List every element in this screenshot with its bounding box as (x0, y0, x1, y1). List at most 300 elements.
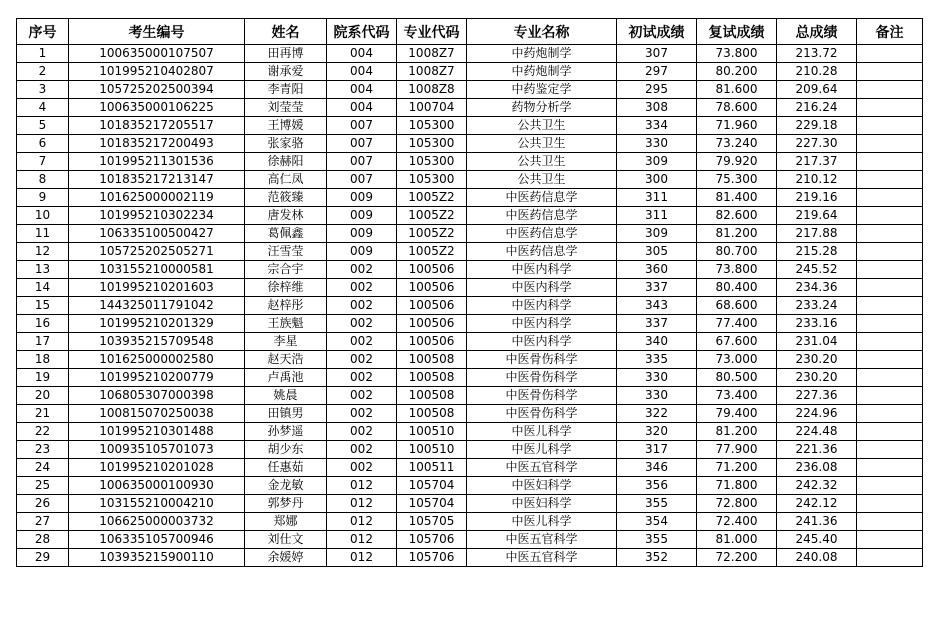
table-row (17, 189, 923, 207)
total-score-cell: 231.04 (777, 333, 857, 351)
exam-id-cell: 101835217200493 (69, 135, 245, 153)
retest-score-cell: 73.000 (697, 351, 777, 369)
retest-score-cell: 75.300 (697, 171, 777, 189)
total-score-cell: 233.16 (777, 315, 857, 333)
header-cell-major-code: 专业代码 (397, 19, 467, 45)
remark-cell (857, 225, 923, 243)
seq-cell: 4 (17, 99, 69, 117)
initial-score-cell: 309 (617, 225, 697, 243)
remark-cell (857, 261, 923, 279)
name-cell: 胡少东 (245, 441, 327, 459)
major-code-cell: 100508 (397, 405, 467, 423)
major-name-cell: 中药炮制学 (467, 45, 617, 63)
total-score-cell: 240.08 (777, 549, 857, 567)
table-row (17, 459, 923, 477)
seq-cell: 12 (17, 243, 69, 261)
seq-cell: 18 (17, 351, 69, 369)
major-code-cell: 100508 (397, 387, 467, 405)
total-score-cell: 227.30 (777, 135, 857, 153)
total-score-cell: 217.88 (777, 225, 857, 243)
seq-cell: 27 (17, 513, 69, 531)
name-cell: 郑娜 (245, 513, 327, 531)
seq-cell: 23 (17, 441, 69, 459)
major-code-cell: 100704 (397, 99, 467, 117)
retest-score-cell: 73.400 (697, 387, 777, 405)
exam-id-cell: 100635000106225 (69, 99, 245, 117)
name-cell: 汪雪莹 (245, 243, 327, 261)
initial-score-cell: 356 (617, 477, 697, 495)
total-score-cell: 224.96 (777, 405, 857, 423)
seq-cell: 10 (17, 207, 69, 225)
initial-score-cell: 330 (617, 387, 697, 405)
retest-score-cell: 72.400 (697, 513, 777, 531)
major-name-cell: 药物分析学 (467, 99, 617, 117)
retest-score-cell: 82.600 (697, 207, 777, 225)
seq-cell: 11 (17, 225, 69, 243)
remark-cell (857, 333, 923, 351)
retest-score-cell: 79.920 (697, 153, 777, 171)
total-score-cell: 215.28 (777, 243, 857, 261)
major-code-cell: 100511 (397, 459, 467, 477)
major-code-cell: 105300 (397, 153, 467, 171)
major-name-cell: 中医药信息学 (467, 189, 617, 207)
initial-score-cell: 308 (617, 99, 697, 117)
total-score-cell: 241.36 (777, 513, 857, 531)
dept-code-cell: 012 (327, 549, 397, 567)
header-cell-initial-score: 初试成绩 (617, 19, 697, 45)
initial-score-cell: 337 (617, 315, 697, 333)
name-cell: 余媛婷 (245, 549, 327, 567)
major-name-cell: 中医五官科学 (467, 531, 617, 549)
dept-code-cell: 009 (327, 243, 397, 261)
dept-code-cell: 012 (327, 513, 397, 531)
dept-code-cell: 002 (327, 297, 397, 315)
major-code-cell: 100506 (397, 315, 467, 333)
dept-code-cell: 002 (327, 351, 397, 369)
dept-code-cell: 009 (327, 207, 397, 225)
initial-score-cell: 352 (617, 549, 697, 567)
total-score-cell: 219.16 (777, 189, 857, 207)
table-row (17, 549, 923, 567)
remark-cell (857, 531, 923, 549)
header-cell-seq: 序号 (17, 19, 69, 45)
seq-cell: 14 (17, 279, 69, 297)
seq-cell: 9 (17, 189, 69, 207)
remark-cell (857, 99, 923, 117)
retest-score-cell: 77.900 (697, 441, 777, 459)
name-cell: 李青阳 (245, 81, 327, 99)
initial-score-cell: 317 (617, 441, 697, 459)
table-row (17, 279, 923, 297)
retest-score-cell: 80.500 (697, 369, 777, 387)
major-name-cell: 中药鉴定学 (467, 81, 617, 99)
seq-cell: 17 (17, 333, 69, 351)
name-cell: 刘仕文 (245, 531, 327, 549)
exam-id-cell: 101835217205517 (69, 117, 245, 135)
remark-cell (857, 495, 923, 513)
major-name-cell: 中医妇科学 (467, 477, 617, 495)
exam-id-cell: 101995210200779 (69, 369, 245, 387)
major-name-cell: 中医儿科学 (467, 423, 617, 441)
table-row (17, 477, 923, 495)
table-row (17, 495, 923, 513)
major-code-cell: 100506 (397, 261, 467, 279)
total-score-cell: 242.12 (777, 495, 857, 513)
retest-score-cell: 77.400 (697, 315, 777, 333)
header-row (17, 19, 923, 45)
remark-cell (857, 351, 923, 369)
retest-score-cell: 72.800 (697, 495, 777, 513)
name-cell: 范筱臻 (245, 189, 327, 207)
remark-cell (857, 477, 923, 495)
exam-id-cell: 106335105700946 (69, 531, 245, 549)
retest-score-cell: 81.200 (697, 225, 777, 243)
major-name-cell: 中医五官科学 (467, 549, 617, 567)
name-cell: 徐赫阳 (245, 153, 327, 171)
table-row (17, 81, 923, 99)
exam-id-cell: 101835217213147 (69, 171, 245, 189)
exam-id-cell: 106625000003732 (69, 513, 245, 531)
name-cell: 孙梦遥 (245, 423, 327, 441)
retest-score-cell: 68.600 (697, 297, 777, 315)
remark-cell (857, 63, 923, 81)
total-score-cell: 242.32 (777, 477, 857, 495)
table-row (17, 405, 923, 423)
dept-code-cell: 004 (327, 45, 397, 63)
dept-code-cell: 007 (327, 117, 397, 135)
dept-code-cell: 002 (327, 369, 397, 387)
dept-code-cell: 002 (327, 441, 397, 459)
seq-cell: 21 (17, 405, 69, 423)
name-cell: 唐发林 (245, 207, 327, 225)
name-cell: 王族魁 (245, 315, 327, 333)
retest-score-cell: 71.960 (697, 117, 777, 135)
major-name-cell: 中医骨伤科学 (467, 369, 617, 387)
major-code-cell: 105706 (397, 549, 467, 567)
total-score-cell: 213.72 (777, 45, 857, 63)
major-name-cell: 中医药信息学 (467, 243, 617, 261)
header-cell-total-score: 总成绩 (777, 19, 857, 45)
table-row (17, 225, 923, 243)
dept-code-cell: 002 (327, 405, 397, 423)
table-row (17, 117, 923, 135)
remark-cell (857, 549, 923, 567)
exam-id-cell: 101995210201028 (69, 459, 245, 477)
dept-code-cell: 002 (327, 387, 397, 405)
major-name-cell: 中医药信息学 (467, 225, 617, 243)
seq-cell: 1 (17, 45, 69, 63)
dept-code-cell: 002 (327, 423, 397, 441)
major-name-cell: 中医骨伤科学 (467, 387, 617, 405)
name-cell: 王博媛 (245, 117, 327, 135)
table-row (17, 63, 923, 81)
exam-id-cell: 106335100500427 (69, 225, 245, 243)
initial-score-cell: 305 (617, 243, 697, 261)
remark-cell (857, 243, 923, 261)
exam-id-cell: 101995210201329 (69, 315, 245, 333)
major-code-cell: 100506 (397, 279, 467, 297)
total-score-cell: 210.28 (777, 63, 857, 81)
major-name-cell: 中药炮制学 (467, 63, 617, 81)
major-code-cell: 1005Z2 (397, 189, 467, 207)
retest-score-cell: 67.600 (697, 333, 777, 351)
major-code-cell: 100506 (397, 333, 467, 351)
exam-id-cell: 100635000100930 (69, 477, 245, 495)
table-row (17, 423, 923, 441)
major-code-cell: 1008Z7 (397, 63, 467, 81)
major-code-cell: 1008Z7 (397, 45, 467, 63)
total-score-cell: 236.08 (777, 459, 857, 477)
seq-cell: 6 (17, 135, 69, 153)
table-row (17, 207, 923, 225)
retest-score-cell: 81.400 (697, 189, 777, 207)
exam-id-cell: 105725202500394 (69, 81, 245, 99)
major-code-cell: 100508 (397, 369, 467, 387)
initial-score-cell: 334 (617, 117, 697, 135)
exam-id-cell: 103935215900110 (69, 549, 245, 567)
name-cell: 谢承爱 (245, 63, 327, 81)
seq-cell: 26 (17, 495, 69, 513)
exam-id-cell: 144325011791042 (69, 297, 245, 315)
name-cell: 田镇男 (245, 405, 327, 423)
major-name-cell: 中医五官科学 (467, 459, 617, 477)
dept-code-cell: 007 (327, 135, 397, 153)
major-code-cell: 1008Z8 (397, 81, 467, 99)
name-cell: 卢禹池 (245, 369, 327, 387)
retest-score-cell: 71.200 (697, 459, 777, 477)
dept-code-cell: 002 (327, 261, 397, 279)
major-code-cell: 1005Z2 (397, 243, 467, 261)
initial-score-cell: 307 (617, 45, 697, 63)
dept-code-cell: 012 (327, 477, 397, 495)
major-code-cell: 105300 (397, 135, 467, 153)
header-cell-retest-score: 复试成绩 (697, 19, 777, 45)
major-name-cell: 中医骨伤科学 (467, 405, 617, 423)
table-row (17, 153, 923, 171)
major-code-cell: 100508 (397, 351, 467, 369)
exam-id-cell: 101995210402807 (69, 63, 245, 81)
table-row (17, 135, 923, 153)
table-row (17, 261, 923, 279)
remark-cell (857, 369, 923, 387)
initial-score-cell: 335 (617, 351, 697, 369)
initial-score-cell: 340 (617, 333, 697, 351)
initial-score-cell: 309 (617, 153, 697, 171)
initial-score-cell: 295 (617, 81, 697, 99)
seq-cell: 16 (17, 315, 69, 333)
retest-score-cell: 71.800 (697, 477, 777, 495)
name-cell: 李星 (245, 333, 327, 351)
major-name-cell: 中医骨伤科学 (467, 351, 617, 369)
table-row (17, 243, 923, 261)
initial-score-cell: 355 (617, 495, 697, 513)
remark-cell (857, 387, 923, 405)
major-name-cell: 中医内科学 (467, 333, 617, 351)
header-cell-major-name: 专业名称 (467, 19, 617, 45)
total-score-cell: 217.37 (777, 153, 857, 171)
name-cell: 徐梓维 (245, 279, 327, 297)
initial-score-cell: 337 (617, 279, 697, 297)
table-row (17, 441, 923, 459)
retest-score-cell: 81.600 (697, 81, 777, 99)
initial-score-cell: 300 (617, 171, 697, 189)
dept-code-cell: 002 (327, 315, 397, 333)
table-row (17, 351, 923, 369)
major-code-cell: 1005Z2 (397, 225, 467, 243)
total-score-cell: 209.64 (777, 81, 857, 99)
retest-score-cell: 80.200 (697, 63, 777, 81)
major-code-cell: 100506 (397, 297, 467, 315)
retest-score-cell: 73.240 (697, 135, 777, 153)
name-cell: 张家骆 (245, 135, 327, 153)
dept-code-cell: 012 (327, 531, 397, 549)
major-code-cell: 105704 (397, 477, 467, 495)
initial-score-cell: 355 (617, 531, 697, 549)
remark-cell (857, 459, 923, 477)
exam-id-cell: 103935215709548 (69, 333, 245, 351)
major-name-cell: 中医内科学 (467, 315, 617, 333)
remark-cell (857, 423, 923, 441)
major-code-cell: 105705 (397, 513, 467, 531)
exam-id-cell: 101995211301536 (69, 153, 245, 171)
initial-score-cell: 330 (617, 135, 697, 153)
seq-cell: 13 (17, 261, 69, 279)
major-code-cell: 105300 (397, 117, 467, 135)
name-cell: 金龙敏 (245, 477, 327, 495)
name-cell: 高仁凤 (245, 171, 327, 189)
dept-code-cell: 007 (327, 153, 397, 171)
total-score-cell: 229.18 (777, 117, 857, 135)
dept-code-cell: 004 (327, 63, 397, 81)
name-cell: 姚晨 (245, 387, 327, 405)
seq-cell: 5 (17, 117, 69, 135)
exam-id-cell: 103155210004210 (69, 495, 245, 513)
remark-cell (857, 135, 923, 153)
remark-cell (857, 279, 923, 297)
table-row (17, 513, 923, 531)
major-name-cell: 公共卫生 (467, 117, 617, 135)
retest-score-cell: 79.400 (697, 405, 777, 423)
exam-id-cell: 101995210201603 (69, 279, 245, 297)
retest-score-cell: 81.200 (697, 423, 777, 441)
major-name-cell: 公共卫生 (467, 153, 617, 171)
exam-id-cell: 106805307000398 (69, 387, 245, 405)
remark-cell (857, 297, 923, 315)
dept-code-cell: 002 (327, 279, 397, 297)
seq-cell: 25 (17, 477, 69, 495)
major-name-cell: 中医药信息学 (467, 207, 617, 225)
dept-code-cell: 002 (327, 333, 397, 351)
remark-cell (857, 153, 923, 171)
exam-id-cell: 101995210301488 (69, 423, 245, 441)
major-code-cell: 1005Z2 (397, 207, 467, 225)
dept-code-cell: 009 (327, 225, 397, 243)
total-score-cell: 210.12 (777, 171, 857, 189)
dept-code-cell: 007 (327, 171, 397, 189)
dept-code-cell: 004 (327, 99, 397, 117)
total-score-cell: 230.20 (777, 351, 857, 369)
major-name-cell: 中医内科学 (467, 279, 617, 297)
initial-score-cell: 354 (617, 513, 697, 531)
remark-cell (857, 441, 923, 459)
retest-score-cell: 80.400 (697, 279, 777, 297)
name-cell: 宗合宇 (245, 261, 327, 279)
major-name-cell: 公共卫生 (467, 135, 617, 153)
table-row (17, 297, 923, 315)
exam-id-cell: 100635000107507 (69, 45, 245, 63)
retest-score-cell: 73.800 (697, 45, 777, 63)
major-name-cell: 公共卫生 (467, 171, 617, 189)
total-score-cell: 221.36 (777, 441, 857, 459)
seq-cell: 2 (17, 63, 69, 81)
total-score-cell: 233.24 (777, 297, 857, 315)
initial-score-cell: 297 (617, 63, 697, 81)
table-row (17, 531, 923, 549)
table-row (17, 315, 923, 333)
name-cell: 田再博 (245, 45, 327, 63)
seq-cell: 20 (17, 387, 69, 405)
name-cell: 刘莹莹 (245, 99, 327, 117)
remark-cell (857, 45, 923, 63)
table-row (17, 333, 923, 351)
dept-code-cell: 002 (327, 459, 397, 477)
remark-cell (857, 189, 923, 207)
major-name-cell: 中医儿科学 (467, 513, 617, 531)
table-row (17, 369, 923, 387)
seq-cell: 15 (17, 297, 69, 315)
header-cell-dept-code: 院系代码 (327, 19, 397, 45)
major-name-cell: 中医妇科学 (467, 495, 617, 513)
initial-score-cell: 322 (617, 405, 697, 423)
seq-cell: 24 (17, 459, 69, 477)
retest-score-cell: 72.200 (697, 549, 777, 567)
remark-cell (857, 405, 923, 423)
name-cell: 任惠茹 (245, 459, 327, 477)
initial-score-cell: 343 (617, 297, 697, 315)
initial-score-cell: 360 (617, 261, 697, 279)
score-table (16, 18, 923, 567)
total-score-cell: 224.48 (777, 423, 857, 441)
major-name-cell: 中医儿科学 (467, 441, 617, 459)
retest-score-cell: 80.700 (697, 243, 777, 261)
seq-cell: 29 (17, 549, 69, 567)
dept-code-cell: 009 (327, 189, 397, 207)
total-score-cell: 227.36 (777, 387, 857, 405)
retest-score-cell: 81.000 (697, 531, 777, 549)
exam-id-cell: 103155210000581 (69, 261, 245, 279)
table-row (17, 171, 923, 189)
remark-cell (857, 171, 923, 189)
remark-cell (857, 315, 923, 333)
remark-cell (857, 81, 923, 99)
major-name-cell: 中医内科学 (467, 297, 617, 315)
total-score-cell: 219.64 (777, 207, 857, 225)
table-row (17, 99, 923, 117)
name-cell: 赵天浩 (245, 351, 327, 369)
total-score-cell: 234.36 (777, 279, 857, 297)
retest-score-cell: 78.600 (697, 99, 777, 117)
remark-cell (857, 207, 923, 225)
name-cell: 郭梦丹 (245, 495, 327, 513)
table-row (17, 387, 923, 405)
total-score-cell: 245.40 (777, 531, 857, 549)
seq-cell: 8 (17, 171, 69, 189)
major-code-cell: 105706 (397, 531, 467, 549)
remark-cell (857, 513, 923, 531)
seq-cell: 7 (17, 153, 69, 171)
major-name-cell: 中医内科学 (467, 261, 617, 279)
exam-id-cell: 101625000002119 (69, 189, 245, 207)
